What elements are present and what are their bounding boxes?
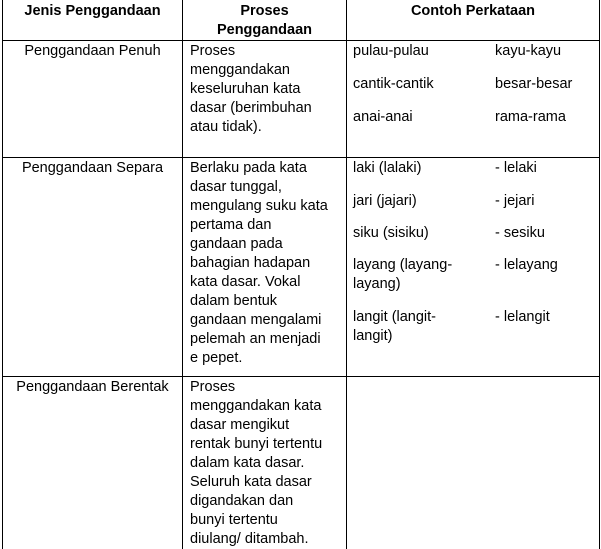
example-word: kayu-kayu	[495, 43, 562, 59]
example-word: besar-besar	[495, 76, 573, 92]
row-process: Berlaku pada kata dasar tunggal, mengulang suku kata pertama dan gandaan pada bahagian hadapan kata dasar. Vokal dalam bentuk gandaan mengalami pelemah an menjadi e pepet.	[190, 160, 328, 366]
header-proses: Proses Penggandaan	[216, 3, 313, 38]
row-type: Penggandaan Penuh	[24, 43, 161, 59]
example-word: - lelangit	[495, 309, 550, 325]
column-divider-1	[182, 0, 183, 549]
example-word: - jejari	[495, 193, 535, 209]
header-divider	[2, 40, 600, 41]
example-word: layang (layang- layang)	[353, 257, 453, 292]
example-word: - lelayang	[495, 257, 558, 273]
example-word: laki (lalaki)	[353, 160, 422, 176]
example-word: - sesiku	[495, 225, 545, 241]
header-contoh: Contoh Perkataan	[410, 3, 536, 19]
row-process: Proses menggandakan kata dasar mengikut rentak bunyi tertentu dalam kata dasar. Seluruh kata dasar digandakan dan bunyi tertentu diulang/ ditambah.	[190, 379, 323, 547]
row-divider-2	[2, 376, 600, 377]
example-word: langit (langit- langit)	[353, 309, 437, 344]
row-type: Penggandaan Berentak	[16, 379, 169, 395]
example-word: rama-rama	[495, 109, 566, 125]
column-divider-2	[346, 0, 347, 549]
table-border-left	[2, 0, 3, 549]
example-word: - lelaki	[495, 160, 537, 176]
example-word: pulau-pulau	[353, 43, 429, 59]
row-type: Penggandaan Separa	[21, 160, 164, 176]
example-word: siku (sisiku)	[353, 225, 429, 241]
row-process: Proses menggandakan keseluruhan kata dasar (berimbuhan atau tidak).	[190, 43, 312, 135]
header-jenis: Jenis Penggandaan	[24, 3, 161, 19]
table-border-right	[599, 0, 600, 549]
example-word: cantik-cantik	[353, 76, 434, 92]
row-divider-1	[2, 157, 600, 158]
example-word: anai-anai	[353, 109, 413, 125]
example-word: jari (jajari)	[353, 193, 417, 209]
